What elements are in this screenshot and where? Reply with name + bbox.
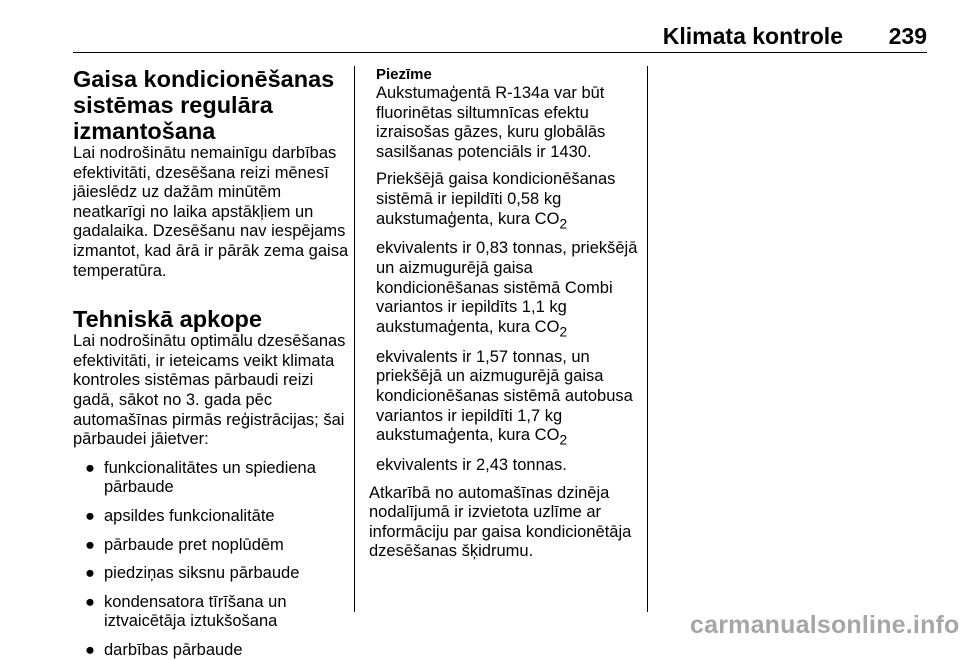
section-heading-regular-use: Gaisa kondicionēšanas sistēmas regulāra izmantošana [73,66,335,144]
watermark: carmanualsonline.info [690,611,960,639]
co2-subscript: 2 [559,215,568,231]
right-column [369,66,641,562]
list-item: ● apsildes funkcionalitāte [85,506,275,525]
regular-use-paragraph: Lai nodrošinātu nemainīgu darbības efektivitāti, dzesēšana reizi mēnesī jāieslēdz uz dažām minūtēm neatkarīgi no laika apstākļiem un gadalaika. Dzesēšanu nav iespējams izmantot, kad ārā ir pārāk zema gaisa temperatūra. [73,144,349,280]
bullet-icon: ● [85,506,95,525]
bullet-icon: ● [85,640,95,659]
refrigerant-quantities-paragraph: Priekšējā gaisa kondicionēšanas sistēmā ir iepildīti 0,58 kg aukstumaģenta, kura $CO_2$ ekvivalents ir 0,83 tonnas, priekšējā un aizmugurējā gaisa kondicionēšanas sistēmā Combi variantos ir iepildīts 1,1 kg aukstumaģenta, kura $CO_2$ ekvivalents ir 1,57 tonnas, un priekšējā un aizmugurējā gaisa kondicionēšanas sistēmā autobusa variantos ir iepildīti 1,7 kg aukstumaģenta, kura $CO_2$ ekvivalents ir 2,43 tonnas. [376,170,638,474]
note-heading: Piezīme [376,66,432,83]
bullet-icon: ● [85,592,95,611]
list-item: ● kondensatora tīrīšana un iztvaicētāja iztukšošana [85,592,287,631]
list-item: ● piedziņas siksnu pārbaude [85,564,300,583]
bullet-icon: ● [85,458,95,477]
refrigerant-note [376,66,641,476]
list-item: ● darbības pārbaude [85,640,243,659]
label-location-paragraph: Atkarībā no automašīnas dzinēja nodalījumā ir izvietota uzlīme ar informāciju par gaisa kondicionētāja dzesēšanas šķidrumu. [369,483,632,561]
co2-subscript: 2 [559,324,568,340]
list-item: ● funkcionalitātes un spiediena pārbaude [85,458,316,497]
chapter-title: Klimata kontrole [662,23,843,49]
bullet-icon: ● [85,564,95,583]
column-divider-right [647,66,648,612]
maintenance-checklist [73,459,345,660]
bullet-icon: ● [85,535,95,554]
co2-subscript: 2 [559,432,568,448]
list-item: ● pārbaude pret noplūdēm [85,535,284,554]
note-paragraph: Aukstumaģentā R-134a var būt fluorinētas siltumnīcas efektu izraisošas gāzes, kuru globālās sasilšanas potenciāls ir 1430. [376,84,606,161]
header-rule [73,52,927,53]
page-number: 239 [888,23,927,49]
maintenance-paragraph: Lai nodrošinātu optimālu dzesēšanas efektivitāti, ir ieteicams veikt klimata kontroles sistēmas pārbaudi reizi gadā, sākot no 3. gada pēc automašīnas pirmās reģistrācijas; šai pārbaudei jāietver: [73,332,346,449]
section-heading-maintenance: Tehniskā apkope [73,306,262,333]
left-column [73,66,349,660]
page-header [73,22,927,52]
column-divider-left [354,66,355,612]
